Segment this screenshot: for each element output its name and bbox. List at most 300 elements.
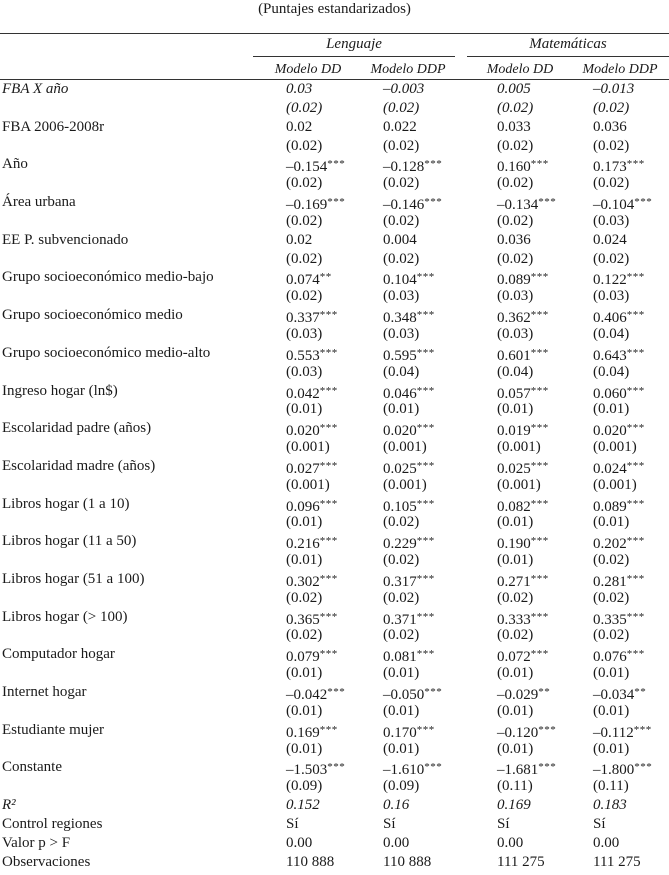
coef-cell: 0.020*** (593, 422, 645, 440)
std-error-cell: (0.02) (383, 137, 420, 154)
table-row (0, 457, 669, 476)
std-error-cell: (0.02) (286, 137, 323, 154)
std-error-cell: (0.001) (497, 476, 541, 493)
std-error-cell: (0.001) (383, 439, 427, 456)
coef-cell: 111 275 (593, 853, 641, 870)
significance-stars: *** (424, 761, 443, 774)
significance-stars: *** (424, 158, 443, 171)
table-row (0, 268, 669, 287)
significance-stars: *** (634, 196, 653, 209)
table-row (0, 815, 669, 834)
coef-cell: 0.333*** (497, 610, 549, 628)
significance-stars: *** (626, 459, 645, 472)
table-row (0, 570, 669, 589)
coef-cell: 0.081*** (383, 648, 435, 666)
std-error-cell: (0.01) (497, 552, 534, 569)
std-error-cell: (0.01) (286, 740, 323, 757)
std-error-cell: (0.11) (497, 778, 533, 795)
std-error-cell: (0.02) (286, 589, 323, 606)
row-label: Área urbana (2, 194, 76, 211)
group-header-matematicas: Matemáticas (529, 36, 607, 52)
coef-cell: 0.202*** (593, 535, 645, 553)
table-row (0, 306, 669, 325)
std-error-cell: (0.01) (497, 514, 534, 531)
coef-cell: –0.169*** (286, 196, 346, 214)
coef-cell: –0.034** (593, 686, 647, 703)
table-row-se (0, 777, 669, 796)
coef-cell: 0.019*** (497, 422, 549, 440)
model-header-2: Modelo DDP (370, 62, 446, 77)
significance-stars: ** (634, 686, 647, 698)
std-error-cell: (0.03) (286, 325, 323, 342)
coef-cell: 0.072*** (497, 648, 549, 666)
table-row (0, 118, 669, 137)
std-error-cell: (0.02) (593, 137, 630, 154)
row-label: Estudiante mujer (2, 721, 105, 738)
std-error-cell: (0.001) (593, 476, 637, 493)
significance-stars: *** (319, 459, 338, 472)
row-label: Libros hogar (51 a 100) (2, 570, 145, 587)
coef-cell: 0.104*** (383, 271, 435, 289)
std-error-cell: (0.03) (593, 212, 630, 229)
std-error-cell: (0.02) (383, 627, 420, 644)
coef-cell: –0.104*** (593, 196, 653, 214)
coef-cell: 0.365*** (286, 610, 338, 628)
coef-cell: 0.03 (286, 81, 313, 97)
row-label: Escolaridad padre (años) (2, 420, 152, 437)
coef-cell: 0.335*** (593, 610, 645, 628)
coef-cell: 0.362*** (497, 309, 549, 327)
significance-stars: *** (416, 648, 435, 661)
coef-cell: Sí (383, 815, 396, 832)
coef-cell: 0.076*** (593, 648, 645, 666)
coef-cell: 0.02 (286, 118, 313, 135)
coef-cell: 0.074** (286, 271, 332, 289)
significance-stars: *** (416, 610, 435, 623)
model-header-1: Modelo DD (274, 62, 342, 77)
std-error-cell: (0.02) (593, 627, 630, 644)
std-error-cell: (0.02) (383, 175, 420, 192)
table-row (0, 721, 669, 740)
significance-stars: *** (319, 610, 338, 623)
coef-cell: 0.036 (497, 231, 531, 248)
table-row-se (0, 250, 669, 269)
table-row-se (0, 363, 669, 382)
coef-cell: 0.271*** (497, 572, 549, 590)
significance-stars: *** (530, 271, 549, 284)
std-error-cell: (0.02) (286, 250, 323, 267)
coef-cell: Sí (286, 815, 299, 832)
table-row-se (0, 513, 669, 532)
coef-cell: 0.089*** (497, 271, 549, 289)
std-error-cell: (0.02) (383, 552, 420, 569)
coef-cell: 111 275 (497, 853, 545, 870)
table-row-se (0, 476, 669, 495)
row-label: Escolaridad madre (años) (2, 457, 156, 474)
row-label: EE P. subvencionado (2, 231, 129, 248)
significance-stars: *** (319, 309, 338, 322)
significance-stars: *** (538, 196, 557, 209)
coef-cell: 0.046*** (383, 384, 435, 402)
significance-stars: ** (319, 271, 332, 284)
table-row (0, 382, 669, 401)
coef-cell: 0.036 (593, 118, 627, 135)
significance-stars: *** (626, 535, 645, 548)
table-row-se (0, 740, 669, 759)
std-error-cell: (0.01) (286, 401, 323, 418)
row-label: Constante (2, 759, 62, 776)
significance-stars: *** (319, 723, 338, 736)
significance-stars: *** (530, 648, 549, 661)
coef-cell: –1.610*** (383, 761, 443, 779)
coef-cell: 0.00 (383, 834, 410, 851)
std-error-cell: (0.01) (383, 665, 420, 682)
coef-cell: 0.348*** (383, 309, 435, 327)
coef-cell: 0.122*** (593, 271, 645, 289)
coef-cell: 0.00 (593, 834, 620, 851)
std-error-cell: (0.02) (286, 99, 323, 116)
significance-stars: *** (626, 497, 645, 510)
row-label: Grupo socioeconómico medio-alto (2, 344, 211, 361)
coef-cell: 0.643*** (593, 346, 645, 364)
table-row (0, 834, 669, 853)
coef-cell: 0.553*** (286, 346, 338, 364)
row-label: Libros hogar (11 a 50) (2, 533, 137, 550)
group-rule-lenguaje (253, 56, 455, 57)
row-label: Libros hogar (> 100) (2, 608, 128, 625)
coef-cell: 0.173*** (593, 158, 645, 176)
std-error-cell: (0.02) (383, 514, 420, 531)
model-header-4: Modelo DDP (582, 62, 658, 77)
significance-stars: *** (634, 761, 653, 774)
significance-stars: *** (626, 648, 645, 661)
significance-stars: *** (626, 422, 645, 435)
significance-stars: *** (530, 346, 549, 359)
table-row (0, 344, 669, 363)
coef-cell: 0.105*** (383, 497, 435, 515)
table-row (0, 758, 669, 777)
table-row-se (0, 99, 669, 118)
significance-stars: *** (626, 346, 645, 359)
coef-cell: –0.146*** (383, 196, 443, 214)
table-row (0, 495, 669, 514)
std-error-cell: (0.03) (593, 288, 630, 305)
std-error-cell: (0.02) (286, 212, 323, 229)
row-label: Grupo socioeconómico medio-bajo (2, 269, 214, 286)
std-error-cell: (0.01) (497, 740, 534, 757)
std-error-cell: (0.01) (383, 702, 420, 719)
std-error-cell: (0.02) (593, 175, 630, 192)
significance-stars: *** (424, 686, 443, 698)
coef-cell: Sí (497, 815, 510, 832)
std-error-cell: (0.01) (383, 401, 420, 418)
coef-cell: –0.120*** (497, 723, 557, 741)
significance-stars: *** (626, 384, 645, 397)
coef-cell: –1.800*** (593, 761, 653, 779)
significance-stars: *** (416, 346, 435, 359)
std-error-cell: (0.01) (593, 740, 630, 757)
std-error-cell: (0.09) (383, 778, 420, 795)
group-header-lenguaje: Lenguaje (326, 36, 382, 52)
row-label: Libros hogar (1 a 10) (2, 495, 130, 512)
row-label: Ingreso hogar (ln$) (2, 382, 118, 399)
std-error-cell: (0.01) (593, 702, 630, 719)
std-error-cell: (0.02) (286, 288, 323, 305)
std-error-cell: (0.02) (497, 627, 534, 644)
coef-cell: 0.025*** (383, 459, 435, 477)
table-row (0, 796, 669, 815)
coef-cell: –1.681*** (497, 761, 557, 779)
table-row-se (0, 664, 669, 683)
significance-stars: *** (319, 535, 338, 548)
coef-cell: 0.057*** (497, 384, 549, 402)
std-error-cell: (0.01) (497, 702, 534, 719)
significance-stars: *** (416, 271, 435, 284)
coef-cell: 0.042*** (286, 384, 338, 402)
coef-cell: 0.169 (497, 797, 531, 814)
std-error-cell: (0.03) (497, 325, 534, 342)
significance-stars: *** (416, 384, 435, 397)
significance-stars: *** (416, 535, 435, 548)
coef-cell: 0.229*** (383, 535, 435, 553)
row-label: Computador hogar (2, 646, 115, 663)
coef-cell: 0.025*** (497, 459, 549, 477)
std-error-cell: (0.03) (383, 325, 420, 342)
std-error-cell: (0.03) (383, 288, 420, 305)
std-error-cell: (0.001) (497, 439, 541, 456)
table-row (0, 193, 669, 212)
row-label: FBA 2006-2008r (2, 118, 105, 135)
coef-cell: 0.060*** (593, 384, 645, 402)
std-error-cell: (0.02) (286, 627, 323, 644)
table-row (0, 683, 669, 702)
coef-cell: Sí (593, 815, 606, 832)
significance-stars: *** (626, 309, 645, 322)
significance-stars: *** (530, 384, 549, 397)
table-row (0, 532, 669, 551)
table-row-se (0, 589, 669, 608)
significance-stars: *** (626, 610, 645, 623)
significance-stars: *** (319, 384, 338, 397)
row-label: Internet hogar (2, 684, 87, 700)
table-caption: (Puntajes estandarizados) (258, 1, 411, 17)
coef-cell: –0.042*** (286, 686, 346, 703)
coef-cell: 0.02 (286, 231, 313, 248)
table-row (0, 608, 669, 627)
significance-stars: *** (538, 761, 557, 774)
std-error-cell: (0.01) (286, 702, 323, 719)
table-row-se (0, 174, 669, 193)
significance-stars: *** (327, 158, 346, 171)
std-error-cell: (0.02) (497, 212, 534, 229)
coef-cell: 0.595*** (383, 346, 435, 364)
significance-stars: *** (530, 572, 549, 585)
std-error-cell: (0.01) (593, 514, 630, 531)
significance-stars: *** (530, 497, 549, 510)
std-error-cell: (0.02) (497, 175, 534, 192)
coef-cell: –0.050*** (383, 686, 443, 703)
coef-cell: 0.183 (593, 797, 627, 814)
coef-cell: 0.16 (383, 797, 410, 814)
significance-stars: *** (319, 497, 338, 510)
coef-cell: 0.406*** (593, 309, 645, 327)
significance-stars: ** (538, 686, 551, 698)
significance-stars: *** (319, 572, 338, 585)
coef-cell: 0.004 (383, 231, 417, 248)
std-error-cell: (0.02) (497, 250, 534, 267)
table-row (0, 80, 669, 99)
significance-stars: *** (530, 459, 549, 472)
table-row (0, 645, 669, 664)
row-label: Control regiones (2, 815, 103, 832)
std-error-cell: (0.001) (383, 476, 427, 493)
std-error-cell: (0.04) (593, 325, 630, 342)
std-error-cell: (0.01) (286, 665, 323, 682)
table-row-se (0, 287, 669, 306)
std-error-cell: (0.01) (593, 401, 630, 418)
significance-stars: *** (327, 761, 346, 774)
table-row-se (0, 551, 669, 570)
significance-stars: *** (327, 196, 346, 209)
table-row (0, 231, 669, 250)
significance-stars: *** (319, 346, 338, 359)
std-error-cell: (0.02) (497, 589, 534, 606)
significance-stars: *** (530, 309, 549, 322)
significance-stars: *** (538, 723, 557, 736)
significance-stars: *** (626, 158, 645, 171)
coef-cell: 110 888 (383, 853, 432, 870)
coef-cell: –0.013 (593, 81, 635, 97)
coef-cell: –0.128*** (383, 158, 443, 176)
std-error-cell: (0.01) (497, 401, 534, 418)
coef-cell: 0.096*** (286, 497, 338, 515)
significance-stars: *** (327, 686, 346, 698)
row-label: Grupo socioeconómico medio (2, 307, 183, 324)
coef-cell: –0.029** (497, 686, 551, 703)
std-error-cell: (0.04) (497, 363, 534, 380)
coef-cell: 0.033 (497, 118, 531, 135)
coef-cell: 0.027*** (286, 459, 338, 477)
std-error-cell: (0.04) (593, 363, 630, 380)
row-label: Observaciones (2, 853, 91, 870)
coef-cell: 0.216*** (286, 535, 338, 553)
table-row-se (0, 400, 669, 419)
coef-cell: 0.152 (286, 797, 320, 814)
table-row-se (0, 137, 669, 156)
model-header-3: Modelo DD (486, 62, 554, 77)
std-error-cell: (0.02) (383, 99, 420, 116)
significance-stars: *** (319, 648, 338, 661)
coef-cell: 0.082*** (497, 497, 549, 515)
coef-cell: 0.024 (593, 231, 627, 248)
significance-stars: *** (530, 422, 549, 435)
significance-stars: *** (416, 572, 435, 585)
std-error-cell: (0.02) (497, 137, 534, 154)
significance-stars: *** (416, 723, 435, 736)
std-error-cell: (0.01) (286, 552, 323, 569)
coef-cell: 0.022 (383, 118, 417, 135)
std-error-cell: (0.11) (593, 778, 629, 795)
coef-cell: 0.169*** (286, 723, 338, 741)
std-error-cell: (0.02) (383, 250, 420, 267)
coef-cell: 0.281*** (593, 572, 645, 590)
significance-stars: *** (416, 309, 435, 322)
coef-cell: 0.005 (497, 81, 531, 97)
table-row (0, 853, 669, 872)
std-error-cell: (0.001) (286, 439, 330, 456)
std-error-cell: (0.01) (497, 665, 534, 682)
std-error-cell: (0.02) (593, 589, 630, 606)
std-error-cell: (0.02) (286, 175, 323, 192)
std-error-cell: (0.02) (497, 99, 534, 116)
table-row-se (0, 702, 669, 721)
std-error-cell: (0.001) (286, 476, 330, 493)
coef-cell: –0.112*** (593, 723, 652, 741)
coef-cell: 0.601*** (497, 346, 549, 364)
coef-cell: 0.020*** (286, 422, 338, 440)
coef-cell: 110 888 (286, 853, 335, 870)
coef-cell: 0.020*** (383, 422, 435, 440)
significance-stars: *** (530, 610, 549, 623)
table-row-se (0, 212, 669, 231)
coef-cell: 0.079*** (286, 648, 338, 666)
coef-cell: 0.024*** (593, 459, 645, 477)
coef-cell: –0.003 (383, 81, 425, 97)
significance-stars: *** (633, 723, 652, 736)
significance-stars: *** (416, 459, 435, 472)
coef-cell: –0.134*** (497, 196, 557, 214)
std-error-cell: (0.04) (383, 363, 420, 380)
coef-cell: 0.190*** (497, 535, 549, 553)
std-error-cell: (0.02) (593, 99, 630, 116)
row-label: Valor p > F (2, 834, 71, 851)
coef-cell: 0.00 (286, 834, 313, 851)
table-body (0, 80, 669, 871)
significance-stars: *** (530, 535, 549, 548)
std-error-cell: (0.01) (383, 740, 420, 757)
significance-stars: *** (626, 572, 645, 585)
row-label: Año (2, 156, 28, 173)
table-row (0, 155, 669, 174)
std-error-cell: (0.02) (383, 589, 420, 606)
table-row-se (0, 325, 669, 344)
significance-stars: *** (416, 497, 435, 510)
significance-stars: *** (530, 158, 549, 171)
table-row-se (0, 626, 669, 645)
std-error-cell: (0.01) (286, 514, 323, 531)
group-rule-matematicas (467, 56, 669, 57)
std-error-cell: (0.02) (593, 250, 630, 267)
std-error-cell: (0.02) (383, 212, 420, 229)
std-error-cell: (0.03) (286, 363, 323, 380)
std-error-cell: (0.001) (593, 439, 637, 456)
significance-stars: *** (424, 196, 443, 209)
coef-cell: 0.317*** (383, 572, 435, 590)
significance-stars: *** (319, 422, 338, 435)
table-row-se (0, 438, 669, 457)
significance-stars: *** (626, 271, 645, 284)
std-error-cell: (0.01) (593, 665, 630, 682)
std-error-cell: (0.02) (593, 552, 630, 569)
std-error-cell: (0.09) (286, 778, 323, 795)
coef-cell: 0.371*** (383, 610, 435, 628)
coef-cell: 0.089*** (593, 497, 645, 515)
coef-cell: 0.170*** (383, 723, 435, 741)
table-row (0, 419, 669, 438)
coef-cell: –1.503*** (286, 761, 346, 779)
row-label: FBA X año (2, 81, 69, 97)
coef-cell: 0.302*** (286, 572, 338, 590)
